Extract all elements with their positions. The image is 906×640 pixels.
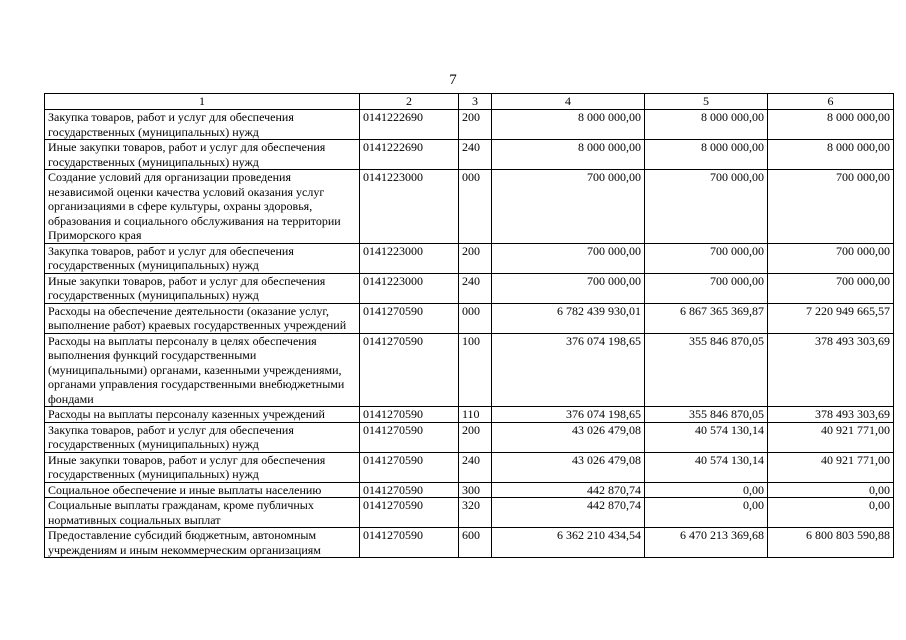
amount-col-5: 6 470 213 369,68 bbox=[645, 528, 768, 558]
target-article-code: 0141270590 bbox=[360, 303, 459, 333]
page-number: 7 bbox=[449, 72, 457, 88]
column-header-3: 3 bbox=[459, 94, 492, 110]
amount-col-5: 40 574 130,14 bbox=[645, 422, 768, 452]
amount-col-4: 6 782 439 930,01 bbox=[492, 303, 645, 333]
expense-name: Расходы на выплаты персоналу в целях обеспечения выполнения функций государственными (муниципальными) органами, казенными учреждениями, органами управления государственными внебюджетными фондами bbox=[45, 333, 360, 407]
amount-col-5: 355 846 870,05 bbox=[645, 333, 768, 407]
target-article-code: 0141222690 bbox=[360, 110, 459, 140]
amount-col-5: 700 000,00 bbox=[645, 170, 768, 244]
expense-type-code: 320 bbox=[459, 498, 492, 528]
amount-col-4: 700 000,00 bbox=[492, 170, 645, 244]
amount-col-4: 43 026 479,08 bbox=[492, 422, 645, 452]
amount-col-6: 0,00 bbox=[768, 482, 894, 498]
expense-type-code: 000 bbox=[459, 303, 492, 333]
expense-type-code: 600 bbox=[459, 528, 492, 558]
table-row bbox=[45, 422, 894, 452]
amount-col-4: 6 362 210 434,54 bbox=[492, 528, 645, 558]
amount-col-5: 6 867 365 369,87 bbox=[645, 303, 768, 333]
amount-col-4: 442 870,74 bbox=[492, 482, 645, 498]
table-row bbox=[45, 303, 894, 333]
amount-col-5: 355 846 870,05 bbox=[645, 407, 768, 423]
table-row bbox=[45, 498, 894, 528]
table-row bbox=[45, 140, 894, 170]
table-row bbox=[45, 243, 894, 273]
expense-name: Создание условий для организации проведения независимой оценки качества условий оказания услуг организациями в сфере культуры, охраны здоровья, образования и социального обслуживания на территории Приморского края bbox=[45, 170, 360, 244]
expense-type-code: 240 bbox=[459, 140, 492, 170]
amount-col-4: 376 074 198,65 bbox=[492, 333, 645, 407]
target-article-code: 0141223000 bbox=[360, 273, 459, 303]
target-article-code: 0141270590 bbox=[360, 452, 459, 482]
target-article-code: 0141270590 bbox=[360, 498, 459, 528]
expense-name: Закупка товаров, работ и услуг для обеспечения государственных (муниципальных) нужд bbox=[45, 422, 360, 452]
expense-name: Иные закупки товаров, работ и услуг для обеспечения государственных (муниципальных) нужд bbox=[45, 452, 360, 482]
column-header-5: 5 bbox=[645, 94, 768, 110]
expense-type-code: 110 bbox=[459, 407, 492, 423]
table-header-row bbox=[45, 94, 894, 110]
expense-type-code: 000 bbox=[459, 170, 492, 244]
amount-col-6: 6 800 803 590,88 bbox=[768, 528, 894, 558]
amount-col-4: 700 000,00 bbox=[492, 273, 645, 303]
target-article-code: 0141270590 bbox=[360, 407, 459, 423]
amount-col-6: 378 493 303,69 bbox=[768, 407, 894, 423]
table-row bbox=[45, 110, 894, 140]
target-article-code: 0141270590 bbox=[360, 333, 459, 407]
expense-name: Закупка товаров, работ и услуг для обеспечения государственных (муниципальных) нужд bbox=[45, 110, 360, 140]
amount-col-6: 8 000 000,00 bbox=[768, 140, 894, 170]
amount-col-5: 40 574 130,14 bbox=[645, 452, 768, 482]
amount-col-5: 700 000,00 bbox=[645, 243, 768, 273]
expense-name: Закупка товаров, работ и услуг для обеспечения государственных (муниципальных) нужд bbox=[45, 243, 360, 273]
expense-type-code: 300 bbox=[459, 482, 492, 498]
expense-type-code: 240 bbox=[459, 452, 492, 482]
target-article-code: 0141223000 bbox=[360, 170, 459, 244]
budget-table bbox=[44, 93, 894, 558]
amount-col-6: 8 000 000,00 bbox=[768, 110, 894, 140]
amount-col-6: 700 000,00 bbox=[768, 273, 894, 303]
table-row bbox=[45, 170, 894, 244]
amount-col-5: 0,00 bbox=[645, 482, 768, 498]
amount-col-6: 40 921 771,00 bbox=[768, 422, 894, 452]
amount-col-5: 8 000 000,00 bbox=[645, 110, 768, 140]
amount-col-5: 8 000 000,00 bbox=[645, 140, 768, 170]
target-article-code: 0141270590 bbox=[360, 482, 459, 498]
amount-col-6: 0,00 bbox=[768, 498, 894, 528]
expense-type-code: 200 bbox=[459, 422, 492, 452]
amount-col-6: 378 493 303,69 bbox=[768, 333, 894, 407]
amount-col-4: 376 074 198,65 bbox=[492, 407, 645, 423]
expense-name: Социальные выплаты гражданам, кроме публичных нормативных социальных выплат bbox=[45, 498, 360, 528]
table-row bbox=[45, 407, 894, 423]
amount-col-5: 700 000,00 bbox=[645, 273, 768, 303]
expense-name: Иные закупки товаров, работ и услуг для обеспечения государственных (муниципальных) нужд bbox=[45, 273, 360, 303]
amount-col-6: 7 220 949 665,57 bbox=[768, 303, 894, 333]
amount-col-4: 442 870,74 bbox=[492, 498, 645, 528]
amount-col-6: 700 000,00 bbox=[768, 170, 894, 244]
column-header-2: 2 bbox=[360, 94, 459, 110]
expense-type-code: 200 bbox=[459, 243, 492, 273]
expense-name: Расходы на обеспечение деятельности (оказание услуг, выполнение работ) краевых государственных учреждений bbox=[45, 303, 360, 333]
table-row bbox=[45, 452, 894, 482]
column-header-4: 4 bbox=[492, 94, 645, 110]
amount-col-4: 8 000 000,00 bbox=[492, 110, 645, 140]
expense-type-code: 100 bbox=[459, 333, 492, 407]
table-row bbox=[45, 333, 894, 407]
column-header-1: 1 bbox=[45, 94, 360, 110]
expense-type-code: 240 bbox=[459, 273, 492, 303]
table-row bbox=[45, 528, 894, 558]
target-article-code: 0141223000 bbox=[360, 243, 459, 273]
table-row bbox=[45, 273, 894, 303]
expense-name: Предоставление субсидий бюджетным, автономным учреждениям и иным некоммерческим организациям bbox=[45, 528, 360, 558]
amount-col-4: 43 026 479,08 bbox=[492, 452, 645, 482]
expense-type-code: 200 bbox=[459, 110, 492, 140]
column-header-6: 6 bbox=[768, 94, 894, 110]
target-article-code: 0141270590 bbox=[360, 422, 459, 452]
amount-col-4: 8 000 000,00 bbox=[492, 140, 645, 170]
expense-name: Иные закупки товаров, работ и услуг для обеспечения государственных (муниципальных) нужд bbox=[45, 140, 360, 170]
target-article-code: 0141270590 bbox=[360, 528, 459, 558]
expense-name: Расходы на выплаты персоналу казенных учреждений bbox=[45, 407, 360, 423]
amount-col-4: 700 000,00 bbox=[492, 243, 645, 273]
target-article-code: 0141222690 bbox=[360, 140, 459, 170]
table-row bbox=[45, 482, 894, 498]
expense-name: Социальное обеспечение и иные выплаты населению bbox=[45, 482, 360, 498]
amount-col-6: 40 921 771,00 bbox=[768, 452, 894, 482]
amount-col-5: 0,00 bbox=[645, 498, 768, 528]
amount-col-6: 700 000,00 bbox=[768, 243, 894, 273]
